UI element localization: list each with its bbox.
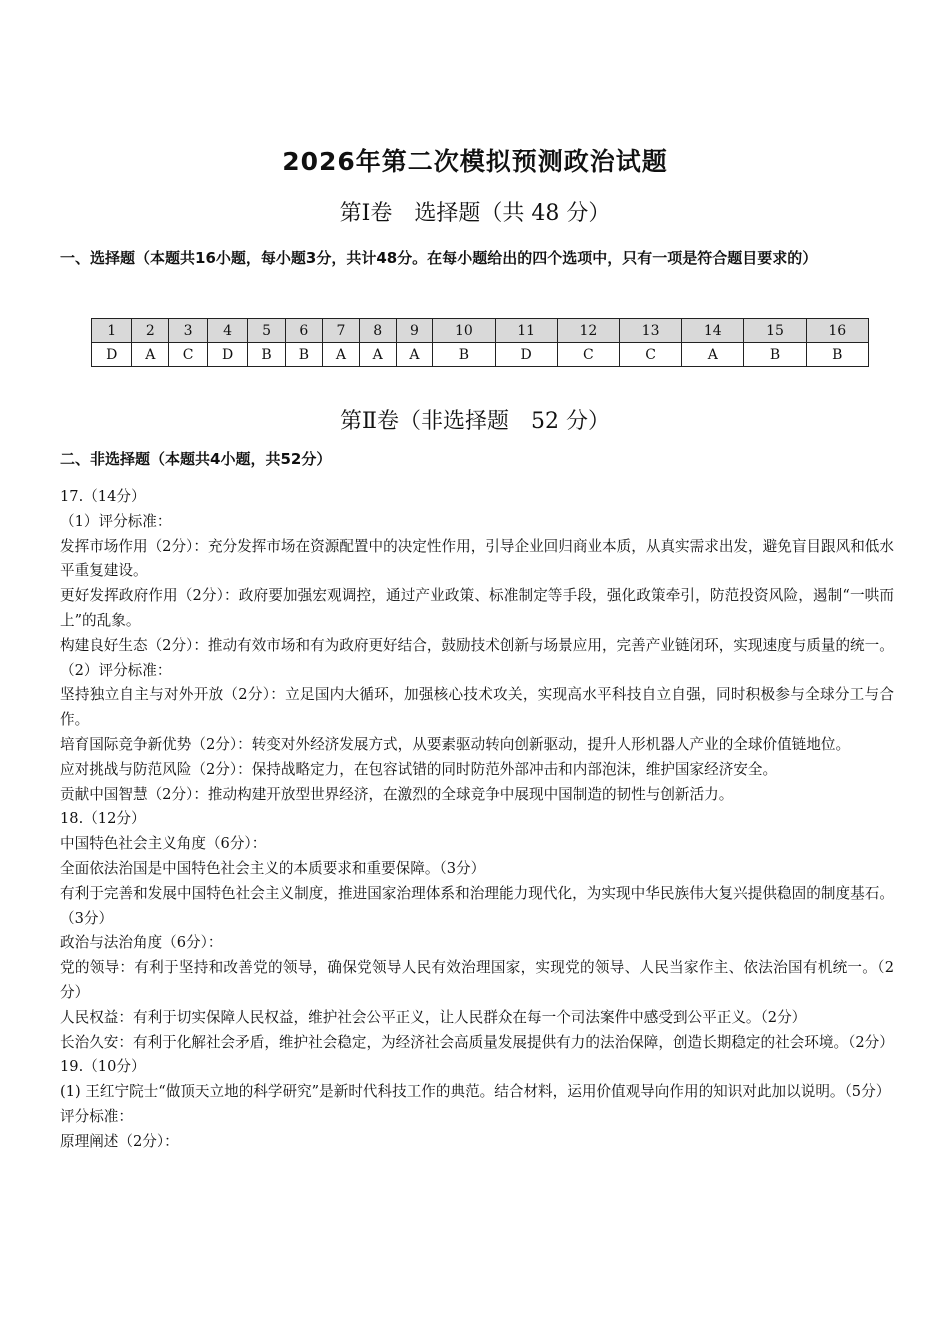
answer-paragraph: 17.（14分） — [60, 488, 146, 505]
answer-paragraph: 更好发挥政府作用（2分）：政府要加强宏观调控，通过产业政策、标准制定等手段，强化政策牵引，防范投资风险，遏制“一哄而上”的乱象。 — [60, 587, 894, 629]
answer-table-answer-row — [92, 343, 869, 367]
question-number-cell: 1 — [92, 319, 132, 343]
page-title: 2026年第二次模拟预测政治试题 — [282, 147, 668, 176]
question-number-cell: 10 — [433, 319, 495, 343]
question-number-cell: 16 — [806, 319, 868, 343]
answer-table-number-row — [92, 319, 869, 343]
question-number-cell: 2 — [132, 319, 169, 343]
answer-cell: A — [132, 343, 169, 367]
answer-paragraph: 有利于完善和发展中国特色社会主义制度，推进国家治理体系和治理能力现代化，为实现中华民族伟大复兴提供稳固的制度基石。（3分） — [60, 884, 894, 927]
question-number-cell: 3 — [169, 319, 208, 343]
answer-paragraph: 发挥市场作用（2分）：充分发挥市场在资源配置中的决定性作用，引导企业回归商业本质，从真实需求出发，避免盲目跟风和低水平重复建设。 — [60, 537, 894, 580]
question-number-cell: 15 — [744, 319, 806, 343]
section-two-heading: 二、非选择题（本题共4小题，共52分） — [60, 450, 332, 468]
answer-paragraph: 构建良好生态（2分）：推动有效市场和有为政府更好结合，鼓励技术创新与场景应用，完善产业链闭环，实现速度与质量的统一。 — [60, 636, 894, 654]
answer-cell: A — [323, 343, 360, 367]
answer-paragraph: （2）评分标准： — [60, 661, 172, 679]
answer-paragraph: 原理阐述（2分）： — [60, 1132, 179, 1150]
answer-cell: A — [396, 343, 433, 367]
question-number-cell: 12 — [557, 319, 619, 343]
answer-paragraph: 全面依法治国是中国特色社会主义的本质要求和重要保障。（3分） — [60, 859, 486, 877]
answer-paragraph: 贡献中国智慧（2分）：推动构建开放型世界经济，在激烈的全球竞争中展现中国制造的韧性与创新活力。 — [60, 785, 734, 803]
answer-cell: C — [619, 343, 681, 367]
answer-paragraph: 中国特色社会主义角度（6分）： — [60, 835, 267, 853]
answer-cell: D — [495, 343, 557, 367]
answer-table — [91, 318, 869, 367]
answer-cell: C — [557, 343, 619, 367]
answer-paragraph: 应对挑战与防范风险（2分）：保持战略定力，在包容试错的同时防范外部冲击和内部泡沫，维护国家经济安全。 — [60, 760, 778, 778]
answer-paragraph: 19.（10分） — [60, 1058, 146, 1076]
answer-cell: B — [806, 343, 868, 367]
answer-cell: C — [169, 343, 208, 367]
answer-paragraph: (1) 王红宁院士“做顶天立地的科学研究”是新时代科技工作的典范。结合材料，运用价值观导向作用的知识对此加以说明。（5分） — [60, 1083, 891, 1101]
question-number-cell: 4 — [207, 319, 247, 343]
question-number-cell: 5 — [248, 319, 285, 343]
answer-paragraph: 政治与法治角度（6分）： — [60, 934, 223, 952]
question-number-cell: 7 — [323, 319, 360, 343]
answer-paragraph: 评分标准： — [60, 1107, 133, 1125]
answer-cell: B — [248, 343, 285, 367]
question-number-cell: 14 — [682, 319, 744, 343]
question-number-cell: 13 — [619, 319, 681, 343]
answer-paragraph: 坚持独立自主与对外开放（2分）：立足国内大循环，加强核心技术攻关，实现高水平科技自立自强，同时积极参与全球分工与合作。 — [60, 686, 894, 729]
answer-paragraph: 党的领导：有利于坚持和改善党的领导，确保党领导人民有效治理国家，实现党的领导、人民当家作主、依法治国有机统一。（2分） — [60, 959, 894, 1001]
part-one-title: 第Ⅰ卷 选择题（共 48 分） — [339, 201, 611, 226]
question-number-cell: 9 — [396, 319, 433, 343]
answer-cell: B — [285, 343, 322, 367]
part-two-title: 第Ⅱ卷（非选择题 52 分） — [340, 409, 610, 434]
answer-paragraph: 培育国际竞争新优势（2分）：转变对外经济发展方式，从要素驱动转向创新驱动，提升人形机器人产业的全球价值链地位。 — [60, 735, 851, 753]
answer-paragraph: 长治久安：有利于化解社会矛盾，维护社会稳定，为经济社会高质量发展提供有力的法治保障，创造长期稳定的社会环境。（2分） — [60, 1033, 894, 1051]
answer-cell: A — [682, 343, 744, 367]
answer-paragraph: （1）评分标准： — [60, 512, 172, 530]
answer-paragraph: 18.（12分） — [60, 810, 146, 828]
section-one-heading: 一、选择题（本题共16小题，每小题3分，共计48分。在每小题给出的四个选项中，只有一项是符合题目要求的） — [60, 249, 818, 267]
question-number-cell: 11 — [495, 319, 557, 343]
answer-cell: B — [433, 343, 495, 367]
answer-cell: D — [207, 343, 247, 367]
question-number-cell: 6 — [285, 319, 322, 343]
question-number-cell: 8 — [359, 319, 396, 343]
answer-cell: B — [744, 343, 806, 367]
answer-cell: A — [359, 343, 396, 367]
answer-paragraph: 人民权益：有利于切实保障人民权益，维护社会公平正义，让人民群众在每一个司法案件中感受到公平正义。（2分） — [60, 1008, 807, 1026]
answer-body — [60, 485, 894, 1155]
answer-cell: D — [92, 343, 132, 367]
